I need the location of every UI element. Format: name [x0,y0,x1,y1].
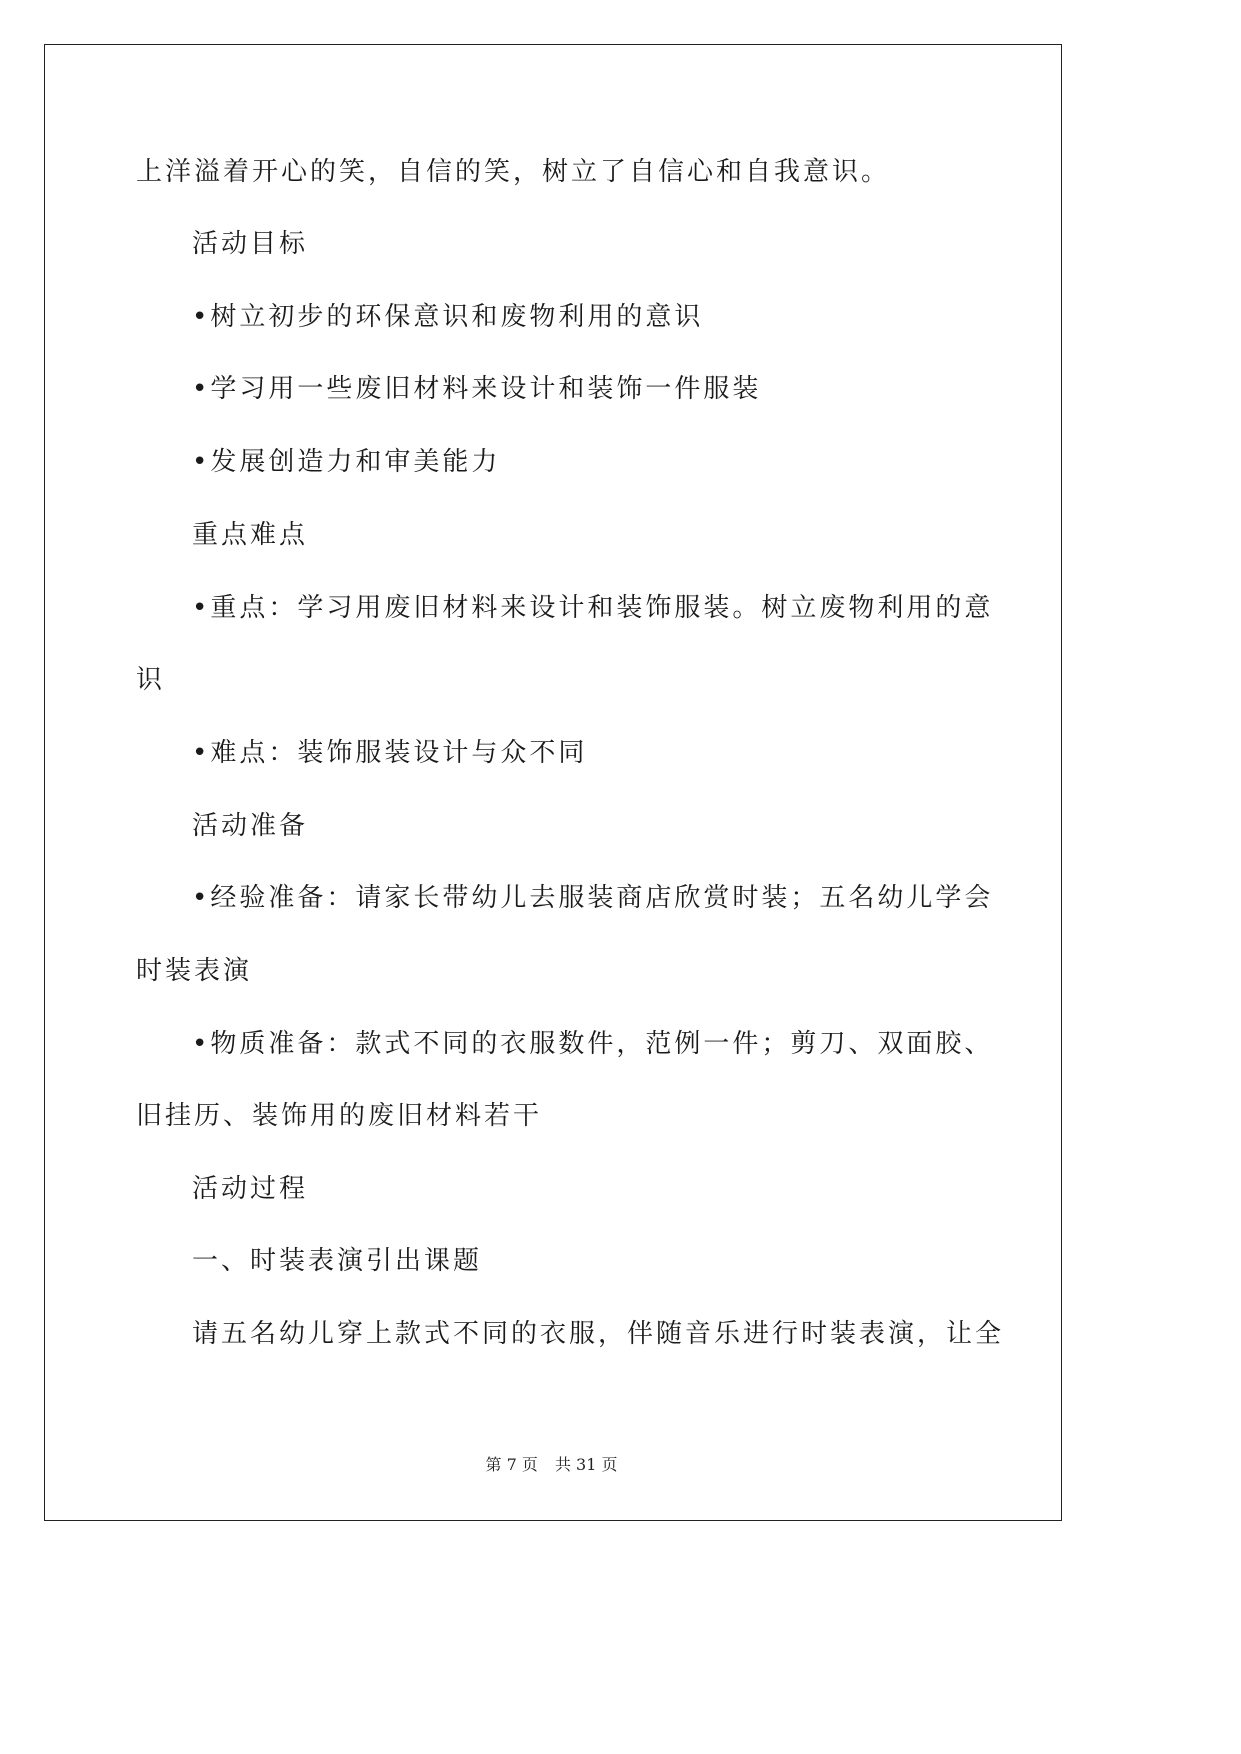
text-line: 上洋溢着开心的笑，自信的笑，树立了自信心和自我意识。 [136,157,891,187]
page-number: 第 7 页 [485,1455,538,1474]
bullet-item: •学习用一些废旧材料来设计和装饰一件服装 [192,374,762,404]
text-line: 时装表演 [136,956,253,986]
page-border [44,44,1062,1521]
page-footer [0,1452,1103,1475]
bullet-item: •重点：学习用废旧材料来设计和装饰服装。树立废物利用的意 [192,593,994,623]
subsection-heading: 一、时装表演引出课题 [192,1246,483,1276]
bullet-item: •经验准备：请家长带幼儿去服装商店欣赏时装；五名幼儿学会 [192,883,994,913]
bullet-item: •发展创造力和审美能力 [192,447,501,477]
text-line: 请五名幼儿穿上款式不同的衣服，伴随音乐进行时装表演，让全 [192,1319,1005,1349]
text-line: 识 [136,665,166,695]
section-heading: 重点难点 [192,520,309,550]
bullet-item: •难点：装饰服装设计与众不同 [192,738,588,768]
text-line: 旧挂历、装饰用的废旧材料若干 [136,1101,543,1131]
section-heading: 活动准备 [192,811,309,841]
bullet-item: •物质准备：款式不同的衣服数件，范例一件；剪刀、双面胶、 [192,1029,994,1059]
section-heading: 活动过程 [192,1174,309,1204]
bullet-item: •树立初步的环保意识和废物利用的意识 [192,302,704,332]
section-heading: 活动目标 [192,229,309,259]
total-pages: 共 31 页 [554,1455,618,1474]
